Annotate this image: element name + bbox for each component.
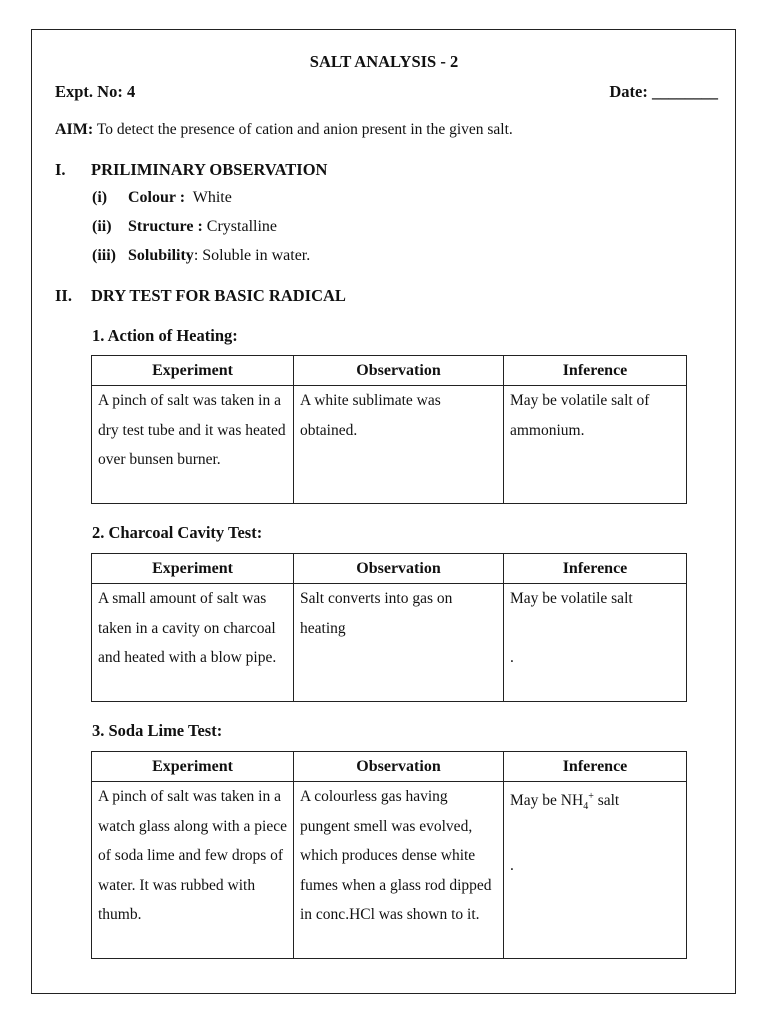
header-experiment: Experiment	[92, 752, 294, 782]
inference-superscript: +	[588, 791, 594, 802]
test1-table	[91, 355, 687, 504]
cell-observation: Salt converts into gas on heating	[294, 584, 504, 702]
section-preliminary-heading	[55, 160, 327, 180]
cell-inference	[504, 584, 687, 702]
observation-solubility	[92, 247, 310, 265]
observation-structure	[92, 218, 277, 236]
inference-dot: .	[510, 648, 514, 666]
header-observation: Observation	[294, 752, 504, 782]
section-dry-test-heading	[55, 286, 346, 306]
header-observation: Observation	[294, 554, 504, 584]
item-value: Crystalline	[202, 218, 278, 235]
item-label: Colour :	[128, 189, 186, 206]
test3-table	[91, 751, 687, 959]
aim-line	[55, 121, 513, 139]
item-number: (i)	[92, 189, 108, 206]
inference-prefix: May be NH	[510, 792, 584, 810]
page-title: SALT ANALYSIS - 2	[309, 52, 459, 71]
cell-experiment: A pinch of salt was taken in a dry test tube and it was heated over bunsen burner.	[92, 386, 294, 504]
item-label: Structure :	[128, 218, 203, 235]
table-row	[92, 782, 687, 959]
cell-inference	[504, 782, 687, 959]
table-row	[92, 386, 687, 504]
inference-suffix: salt	[593, 792, 620, 810]
inference-dot: .	[510, 856, 514, 874]
header-inference: Inference	[504, 752, 687, 782]
header-inference: Inference	[504, 554, 687, 584]
section-title: PRILIMINARY OBSERVATION	[91, 160, 328, 179]
item-number: (iii)	[92, 247, 116, 264]
observation-colour	[92, 189, 232, 207]
date-field: Date: ________	[609, 82, 718, 101]
table-header-row	[92, 752, 687, 782]
aim-label: AIM:	[55, 121, 94, 138]
test2-table	[91, 553, 687, 702]
test1-title: 1. Action of Heating:	[92, 326, 238, 345]
cell-observation: A colourless gas having pungent smell was evolved, which produces dense white fumes when a glass rod dipped in conc.HCl was shown to it.	[294, 782, 504, 959]
section-title: DRY TEST FOR BASIC RADICAL	[91, 286, 346, 305]
item-label: Solubility	[128, 247, 194, 264]
header-experiment: Experiment	[92, 356, 294, 386]
inference-text	[510, 791, 620, 813]
item-value: : Soluble in water.	[193, 247, 311, 264]
cell-inference: May be volatile salt of ammonium.	[504, 386, 687, 504]
section-number: I.	[55, 160, 66, 179]
cell-observation: A white sublimate was obtained.	[294, 386, 504, 504]
header-observation: Observation	[294, 356, 504, 386]
section-number: II.	[55, 286, 72, 305]
header-inference: Inference	[504, 356, 687, 386]
table-header-row	[92, 554, 687, 584]
cell-experiment: A small amount of salt was taken in a cavity on charcoal and heated with a blow pipe.	[92, 584, 294, 702]
experiment-number: Expt. No: 4	[55, 82, 136, 101]
test3-title: 3. Soda Lime Test:	[92, 721, 223, 740]
table-row	[92, 584, 687, 702]
table-header-row	[92, 356, 687, 386]
inference-subscript: 4	[583, 801, 589, 813]
aim-text: To detect the presence of cation and anion present in the given salt.	[93, 121, 513, 138]
test2-title: 2. Charcoal Cavity Test:	[92, 523, 263, 542]
item-value: White	[185, 189, 232, 206]
cell-experiment: A pinch of salt was taken in a watch glass along with a piece of soda lime and few drops of water. It was rubbed with thumb.	[92, 782, 294, 959]
item-number: (ii)	[92, 218, 112, 235]
header-experiment: Experiment	[92, 554, 294, 584]
inference-text: May be volatile salt	[510, 590, 633, 607]
